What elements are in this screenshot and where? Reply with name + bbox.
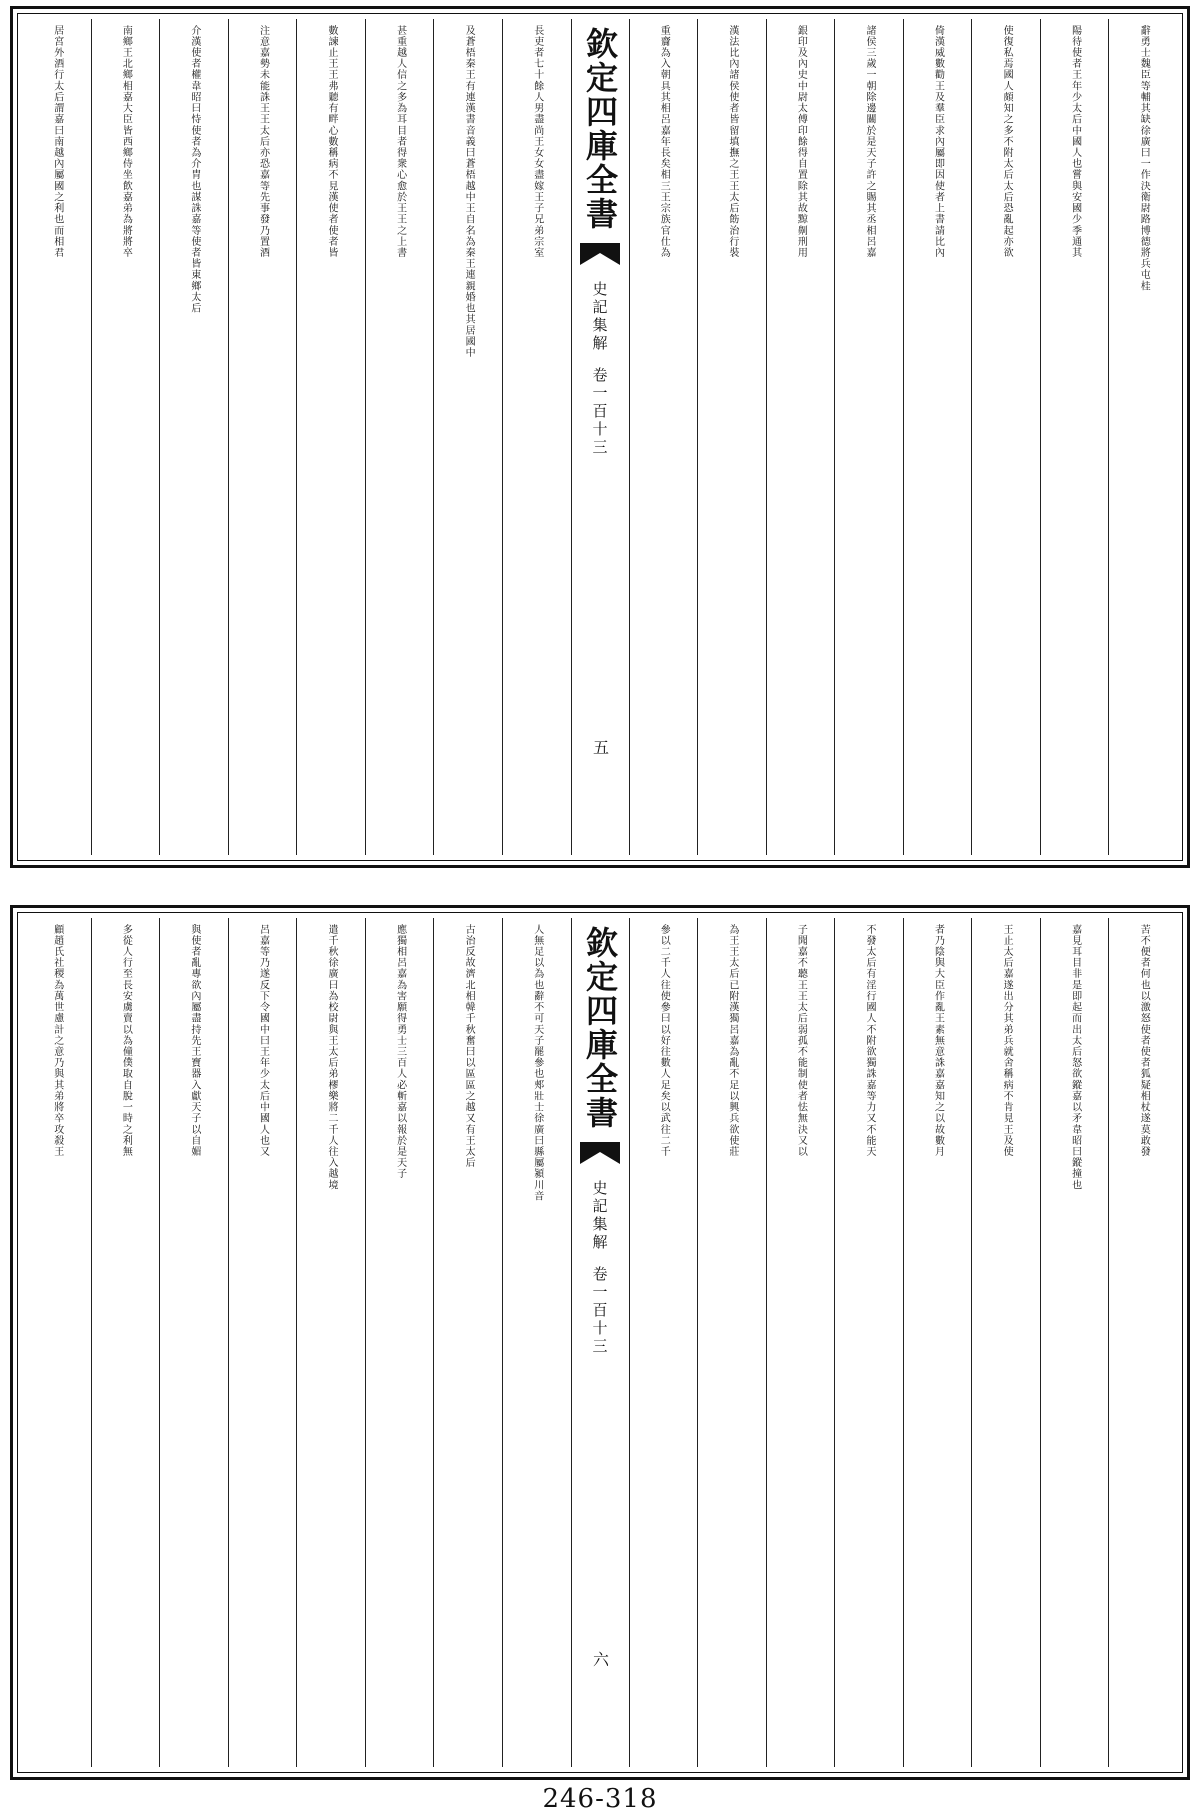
column-text: 重齎為入朝具其相呂嘉年長矣相三王宗族官仕為 — [658, 25, 670, 259]
column-text: 居宮外酒行太后謂嘉曰南越內屬國之利也而相君 — [51, 25, 63, 259]
column-text: 銀印及內史中尉太傅印餘得自置除其故黥劓刑用 — [795, 25, 807, 259]
column-text: 辭勇士魏臣等輔其缺徐廣曰一作決衛尉路博德將兵屯桂 — [1138, 25, 1150, 292]
text-column — [1108, 19, 1177, 855]
text-column — [296, 19, 365, 855]
columns-top — [23, 19, 1177, 855]
text-column — [91, 918, 160, 1767]
page-number: 246-318 — [542, 1784, 658, 1814]
text-column — [1040, 918, 1109, 1767]
text-column — [697, 918, 766, 1767]
book-title: 欽定四庫全書 — [581, 27, 619, 231]
text-column — [502, 19, 571, 855]
columns-bottom — [23, 918, 1177, 1767]
text-column — [834, 918, 903, 1767]
leaf-number: 五 — [590, 739, 610, 755]
column-text: 長吏者七十餘人男盡尚王女女盡嫁王子兄弟宗室 — [531, 25, 543, 259]
column-text: 甚重越人信之多為耳目者得衆心愈於王王之上書 — [394, 25, 406, 259]
column-text: 王止太后嘉遂出分其弟兵就舍稱病不肯見王及使 — [1001, 924, 1013, 1158]
column-text: 者乃陰與大臣作亂王素無意誅嘉嘉知之以故數月 — [932, 924, 944, 1158]
text-column — [502, 918, 571, 1767]
column-text: 介漢使者權韋昭曰恃使者為介胄也謀誅嘉等使者皆東鄉太后 — [188, 25, 200, 314]
text-column — [433, 918, 502, 1767]
text-column — [1040, 19, 1109, 855]
text-column — [697, 19, 766, 855]
column-text: 嘉見耳目非是即起而出太后怒欲鏦嘉以矛韋昭曰鏦撞也 — [1069, 924, 1081, 1191]
text-block-top — [10, 6, 1190, 868]
text-column — [1108, 918, 1177, 1767]
column-text: 不發太后有淫行國人不附欲獨誅嘉等力又不能天 — [863, 924, 875, 1158]
text-column — [903, 19, 972, 855]
column-text: 數諫止王王弗聽有畔心數稱病不見漢使者使者皆 — [326, 25, 338, 259]
column-text: 為王王太后已附漢獨呂嘉為亂不足以興兵欲使莊 — [726, 924, 738, 1158]
text-column — [228, 918, 297, 1767]
column-text: 呂嘉等乃遂反下令國中曰王年少太后中國人也又 — [257, 924, 269, 1158]
column-text: 苦不便者何也以激怒使者使者狐疑相杖遂莫敢發 — [1138, 924, 1150, 1158]
text-column — [296, 918, 365, 1767]
text-column — [91, 19, 160, 855]
column-text: 子聞嘉不聽王王太后弱孤不能制使者怯無決又以 — [795, 924, 807, 1158]
column-text: 注意嘉勢未能誅王王太后亦恐嘉等先事發乃置酒 — [257, 25, 269, 259]
column-text: 及蒼梧秦王有連漢書音義曰蒼梧越中王自名為秦王連親婚也其居國中 — [463, 25, 475, 359]
column-text: 倚漢威數勸王及羣臣求內屬即因使者上書請比內 — [932, 25, 944, 259]
column-text: 使復私焉國人頗知之多不附太后太后恐亂起亦欲 — [1001, 25, 1013, 259]
text-column — [228, 19, 297, 855]
column-text: 南鄉王北鄉相嘉大臣皆西鄉侍坐飲嘉弟為將將卒 — [120, 25, 132, 259]
column-text: 漢法比內諸侯使者皆留填撫之王王太后飭治行裝 — [726, 25, 738, 259]
column-text: 遣千秋徐廣曰為校尉與王太后弟樛樂將二千人往入越境 — [326, 924, 338, 1191]
fish-tail-ornament-icon — [578, 241, 622, 267]
column-text: 諸侯三歲一朝除邊關於是天子許之賜其丞相呂嘉 — [863, 25, 875, 259]
leaf-number: 六 — [590, 1651, 610, 1667]
text-column — [365, 19, 434, 855]
text-column — [766, 19, 835, 855]
book-title: 欽定四庫全書 — [581, 926, 619, 1130]
column-text: 陽待使者王年少太后中國人也嘗與安國少季通其 — [1069, 25, 1081, 259]
text-column — [629, 918, 698, 1767]
volume-number: 卷一百十三 — [590, 1266, 609, 1356]
column-text: 與使者亂專欲內屬盡持先王寶器入獻天子以自媚 — [188, 924, 200, 1158]
text-column — [23, 19, 91, 855]
text-column — [629, 19, 698, 855]
text-column — [433, 19, 502, 855]
text-column — [834, 19, 903, 855]
column-text: 參以二千人往使參曰以好往數人足矣以武往二千 — [658, 924, 670, 1158]
center-fold-column — [571, 918, 629, 1767]
volume-number: 卷一百十三 — [590, 367, 609, 457]
column-text: 人無足以為也辭不可天子罷參也郟壯士徐廣曰縣屬潁川音 — [531, 924, 543, 1202]
center-fold-column — [571, 19, 629, 855]
text-column — [159, 918, 228, 1767]
text-block-bottom — [10, 905, 1190, 1780]
text-column — [159, 19, 228, 855]
column-text: 應獨相呂嘉為害願得勇士三百人必斬嘉以報於是天子 — [394, 924, 406, 1180]
fish-tail-ornament-icon — [578, 1140, 622, 1166]
text-column — [971, 918, 1040, 1767]
text-column — [365, 918, 434, 1767]
book-subtitle: 史記集解 — [590, 281, 609, 353]
text-column — [971, 19, 1040, 855]
text-column — [903, 918, 972, 1767]
text-column — [766, 918, 835, 1767]
column-text: 顧趙氏社稷為萬世慮計之意乃與其弟將卒攻殺王 — [51, 924, 63, 1158]
book-subtitle: 史記集解 — [590, 1180, 609, 1252]
text-column — [23, 918, 91, 1767]
column-text: 古治反故濟北相韓千秋奮曰以區區之越又有王太后 — [463, 924, 475, 1169]
column-text: 多從人行至長安虜賣以為僮僕取自脫一時之利無 — [120, 924, 132, 1158]
